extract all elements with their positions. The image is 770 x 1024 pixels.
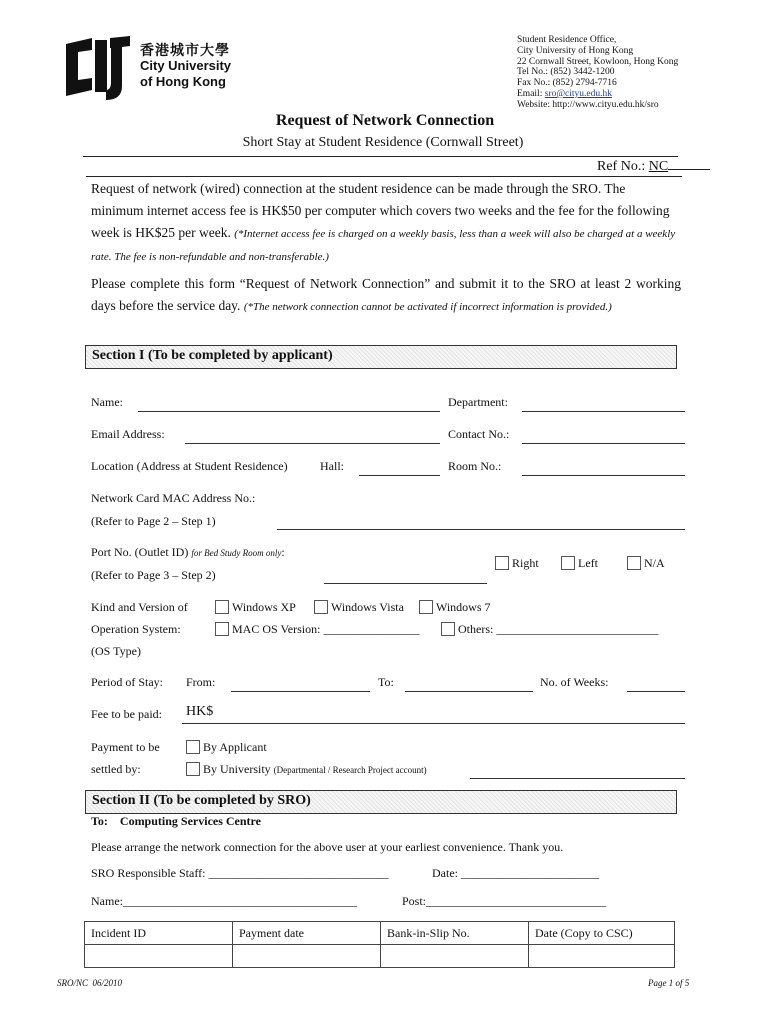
- sro-post-field[interactable]: Post:______________________________: [402, 894, 607, 908]
- table-header-cell: Date (Copy to CSC): [529, 922, 675, 945]
- port-ref: (Refer to Page 3 – Step 2): [91, 568, 216, 582]
- port-label: [91, 545, 285, 560]
- room-field[interactable]: [522, 475, 685, 476]
- university-logo: [62, 36, 242, 102]
- intro-paragraph-2: [91, 273, 681, 318]
- port-right-label: Right: [512, 556, 539, 570]
- intro-text-1: Request of network (wired) connection at the student residence can be made through the SRO. The minimum internet access fee is HK$50 per computer which covers two weeks and the fee for the following week is HK$25 per week.: [91, 181, 670, 240]
- mac-address-ref: (Refer to Page 2 – Step 1): [91, 514, 216, 528]
- intro-note-1: (*Internet access fee is charged on a weekly basis, less than a week will also be charged at a weekly rate. The fee is non-refundable and non-transferable.): [91, 228, 676, 263]
- mac-address-field[interactable]: [277, 529, 685, 530]
- payment-account-field[interactable]: [470, 778, 685, 779]
- port-left-label: Left: [578, 556, 598, 570]
- payment-label-1: Payment to be: [91, 740, 160, 754]
- table-cell-copy-date[interactable]: [529, 945, 675, 968]
- office-line: 22 Cornwall Street, Kowloon, Hong Kong: [517, 56, 679, 67]
- email-address-field[interactable]: [185, 443, 440, 444]
- footer-page-number: Page 1 of 5: [648, 978, 690, 988]
- name-field[interactable]: [138, 411, 440, 412]
- windows-xp-label: Windows XP: [232, 600, 296, 614]
- windows-vista-checkbox[interactable]: [314, 600, 328, 614]
- intro-paragraph-1: [91, 178, 681, 268]
- hall-field[interactable]: [359, 475, 440, 476]
- ref-number: [597, 158, 710, 175]
- port-label-note: for Bed Study Room only: [191, 548, 282, 558]
- office-website: Website: http://www.cityu.edu.hk/sro: [517, 99, 659, 110]
- period-label: Period of Stay:: [91, 675, 163, 689]
- request-text: Please arrange the network connection for the above user at your earliest convenience. Thank you.: [91, 840, 564, 854]
- weeks-label: No. of Weeks:: [540, 675, 609, 689]
- logo-english-line1: City University: [140, 58, 232, 73]
- logo-english-line2: of Hong Kong: [140, 74, 226, 89]
- to-field[interactable]: [405, 691, 533, 692]
- port-na-checkbox[interactable]: [627, 556, 641, 570]
- table-row: [85, 945, 675, 968]
- office-email-line: [517, 89, 678, 100]
- os-label-2: Operation System:: [91, 622, 181, 636]
- port-na-label: N/A: [644, 556, 665, 570]
- sro-date-field[interactable]: Date: _______________________: [432, 866, 599, 880]
- by-applicant-label: By Applicant: [203, 740, 267, 754]
- cityu-logo-icon: [62, 36, 134, 102]
- page-title: Request of Network Connection: [275, 112, 495, 129]
- contact-field[interactable]: [522, 443, 685, 444]
- from-label: From:: [186, 675, 216, 689]
- title-rule: [83, 156, 678, 157]
- fee-currency: HK$: [186, 704, 214, 719]
- ref-label: Ref No.:: [597, 159, 649, 174]
- by-university-text: By University: [203, 762, 271, 776]
- from-field[interactable]: [231, 691, 370, 692]
- port-label-text: Port No. (Outlet ID): [91, 545, 192, 559]
- table-header-cell: Bank-in-Slip No.: [381, 922, 529, 945]
- section-2-header: [85, 790, 677, 814]
- ref-value: NC: [648, 159, 669, 174]
- port-field[interactable]: [324, 583, 487, 584]
- footer-form-code: SRO/NC 06/2010: [57, 978, 123, 988]
- sro-record-table: [84, 921, 675, 968]
- section-1-title: Section I (To be completed by applicant): [92, 348, 333, 363]
- office-line: Student Residence Office,: [517, 35, 617, 45]
- section-2-title: Section II (To be completed by SRO): [92, 793, 311, 808]
- port-left-checkbox[interactable]: [561, 556, 575, 570]
- os-label-3: (OS Type): [91, 644, 141, 658]
- section-1-header: [85, 345, 677, 369]
- hall-label: Hall:: [320, 459, 344, 473]
- windows-xp-checkbox[interactable]: [215, 600, 229, 614]
- email-address-label: Email Address:: [91, 427, 165, 441]
- windows-7-label: Windows 7: [436, 600, 491, 614]
- intro-text-2: Please complete this form “Request of Network Connection” and submit it to the SRO at least 2 working days before the service day.: [91, 276, 681, 313]
- windows-vista-label: Windows Vista: [331, 600, 404, 614]
- to-computing-centre: To: Computing Services Centre: [91, 814, 261, 828]
- fee-field[interactable]: [182, 723, 685, 724]
- office-line: City University of Hong Kong: [517, 45, 634, 56]
- ref-rule: [86, 176, 682, 177]
- sro-staff-field[interactable]: SRO Responsible Staff: ______________________________: [91, 866, 389, 880]
- by-university-label: [203, 762, 427, 777]
- to-label: To:: [378, 675, 394, 689]
- mac-os-checkbox[interactable]: [215, 622, 229, 636]
- windows-7-checkbox[interactable]: [419, 600, 433, 614]
- by-university-note: (Departmental / Research Project account): [273, 765, 427, 775]
- mac-address-label: Network Card MAC Address No.:: [91, 491, 256, 505]
- table-header-cell: Payment date: [233, 922, 381, 945]
- intro-note-2: (*The network connection cannot be activated if incorrect information is provided.): [243, 301, 612, 313]
- table-cell-bank-slip[interactable]: [381, 945, 529, 968]
- office-line: Fax No.: (852) 2794-7716: [517, 78, 617, 89]
- table-cell-incident-id[interactable]: [85, 945, 233, 968]
- table-cell-payment-date[interactable]: [233, 945, 381, 968]
- room-label: Room No.:: [448, 459, 502, 473]
- weeks-field[interactable]: [627, 691, 685, 692]
- payment-label-2: settled by:: [91, 762, 141, 776]
- contact-label: Contact No.:: [448, 427, 510, 441]
- location-label: Location (Address at Student Residence): [91, 459, 288, 473]
- office-line: Tel No.: (852) 3442-1200: [517, 67, 615, 78]
- others-os-checkbox[interactable]: [441, 622, 455, 636]
- name-label: Name:: [91, 395, 123, 409]
- department-label: Department:: [448, 395, 508, 409]
- by-university-checkbox[interactable]: [186, 762, 200, 776]
- port-right-checkbox[interactable]: [495, 556, 509, 570]
- others-os-label: Others: ___________________________: [458, 622, 659, 636]
- ref-blank: [668, 158, 710, 170]
- table-header-row: [85, 922, 675, 945]
- os-label-1: Kind and Version of: [91, 600, 188, 614]
- by-applicant-checkbox[interactable]: [186, 740, 200, 754]
- logo-chinese-name: 香港城市大學: [140, 42, 230, 58]
- department-field[interactable]: [522, 411, 685, 412]
- table-header-cell: Incident ID: [85, 922, 233, 945]
- email-label: Email:: [517, 88, 545, 99]
- mac-os-label: MAC OS Version: ________________: [232, 622, 420, 636]
- fee-label: Fee to be paid:: [91, 707, 162, 721]
- office-address-block: [517, 35, 678, 111]
- port-label-colon: :: [281, 545, 285, 559]
- page-subtitle: Short Stay at Student Residence (Cornwall Street): [242, 135, 524, 150]
- sro-name-field[interactable]: Name:_______________________________________: [91, 894, 357, 908]
- email-link[interactable]: sro@cityu.edu.hk: [544, 88, 613, 99]
